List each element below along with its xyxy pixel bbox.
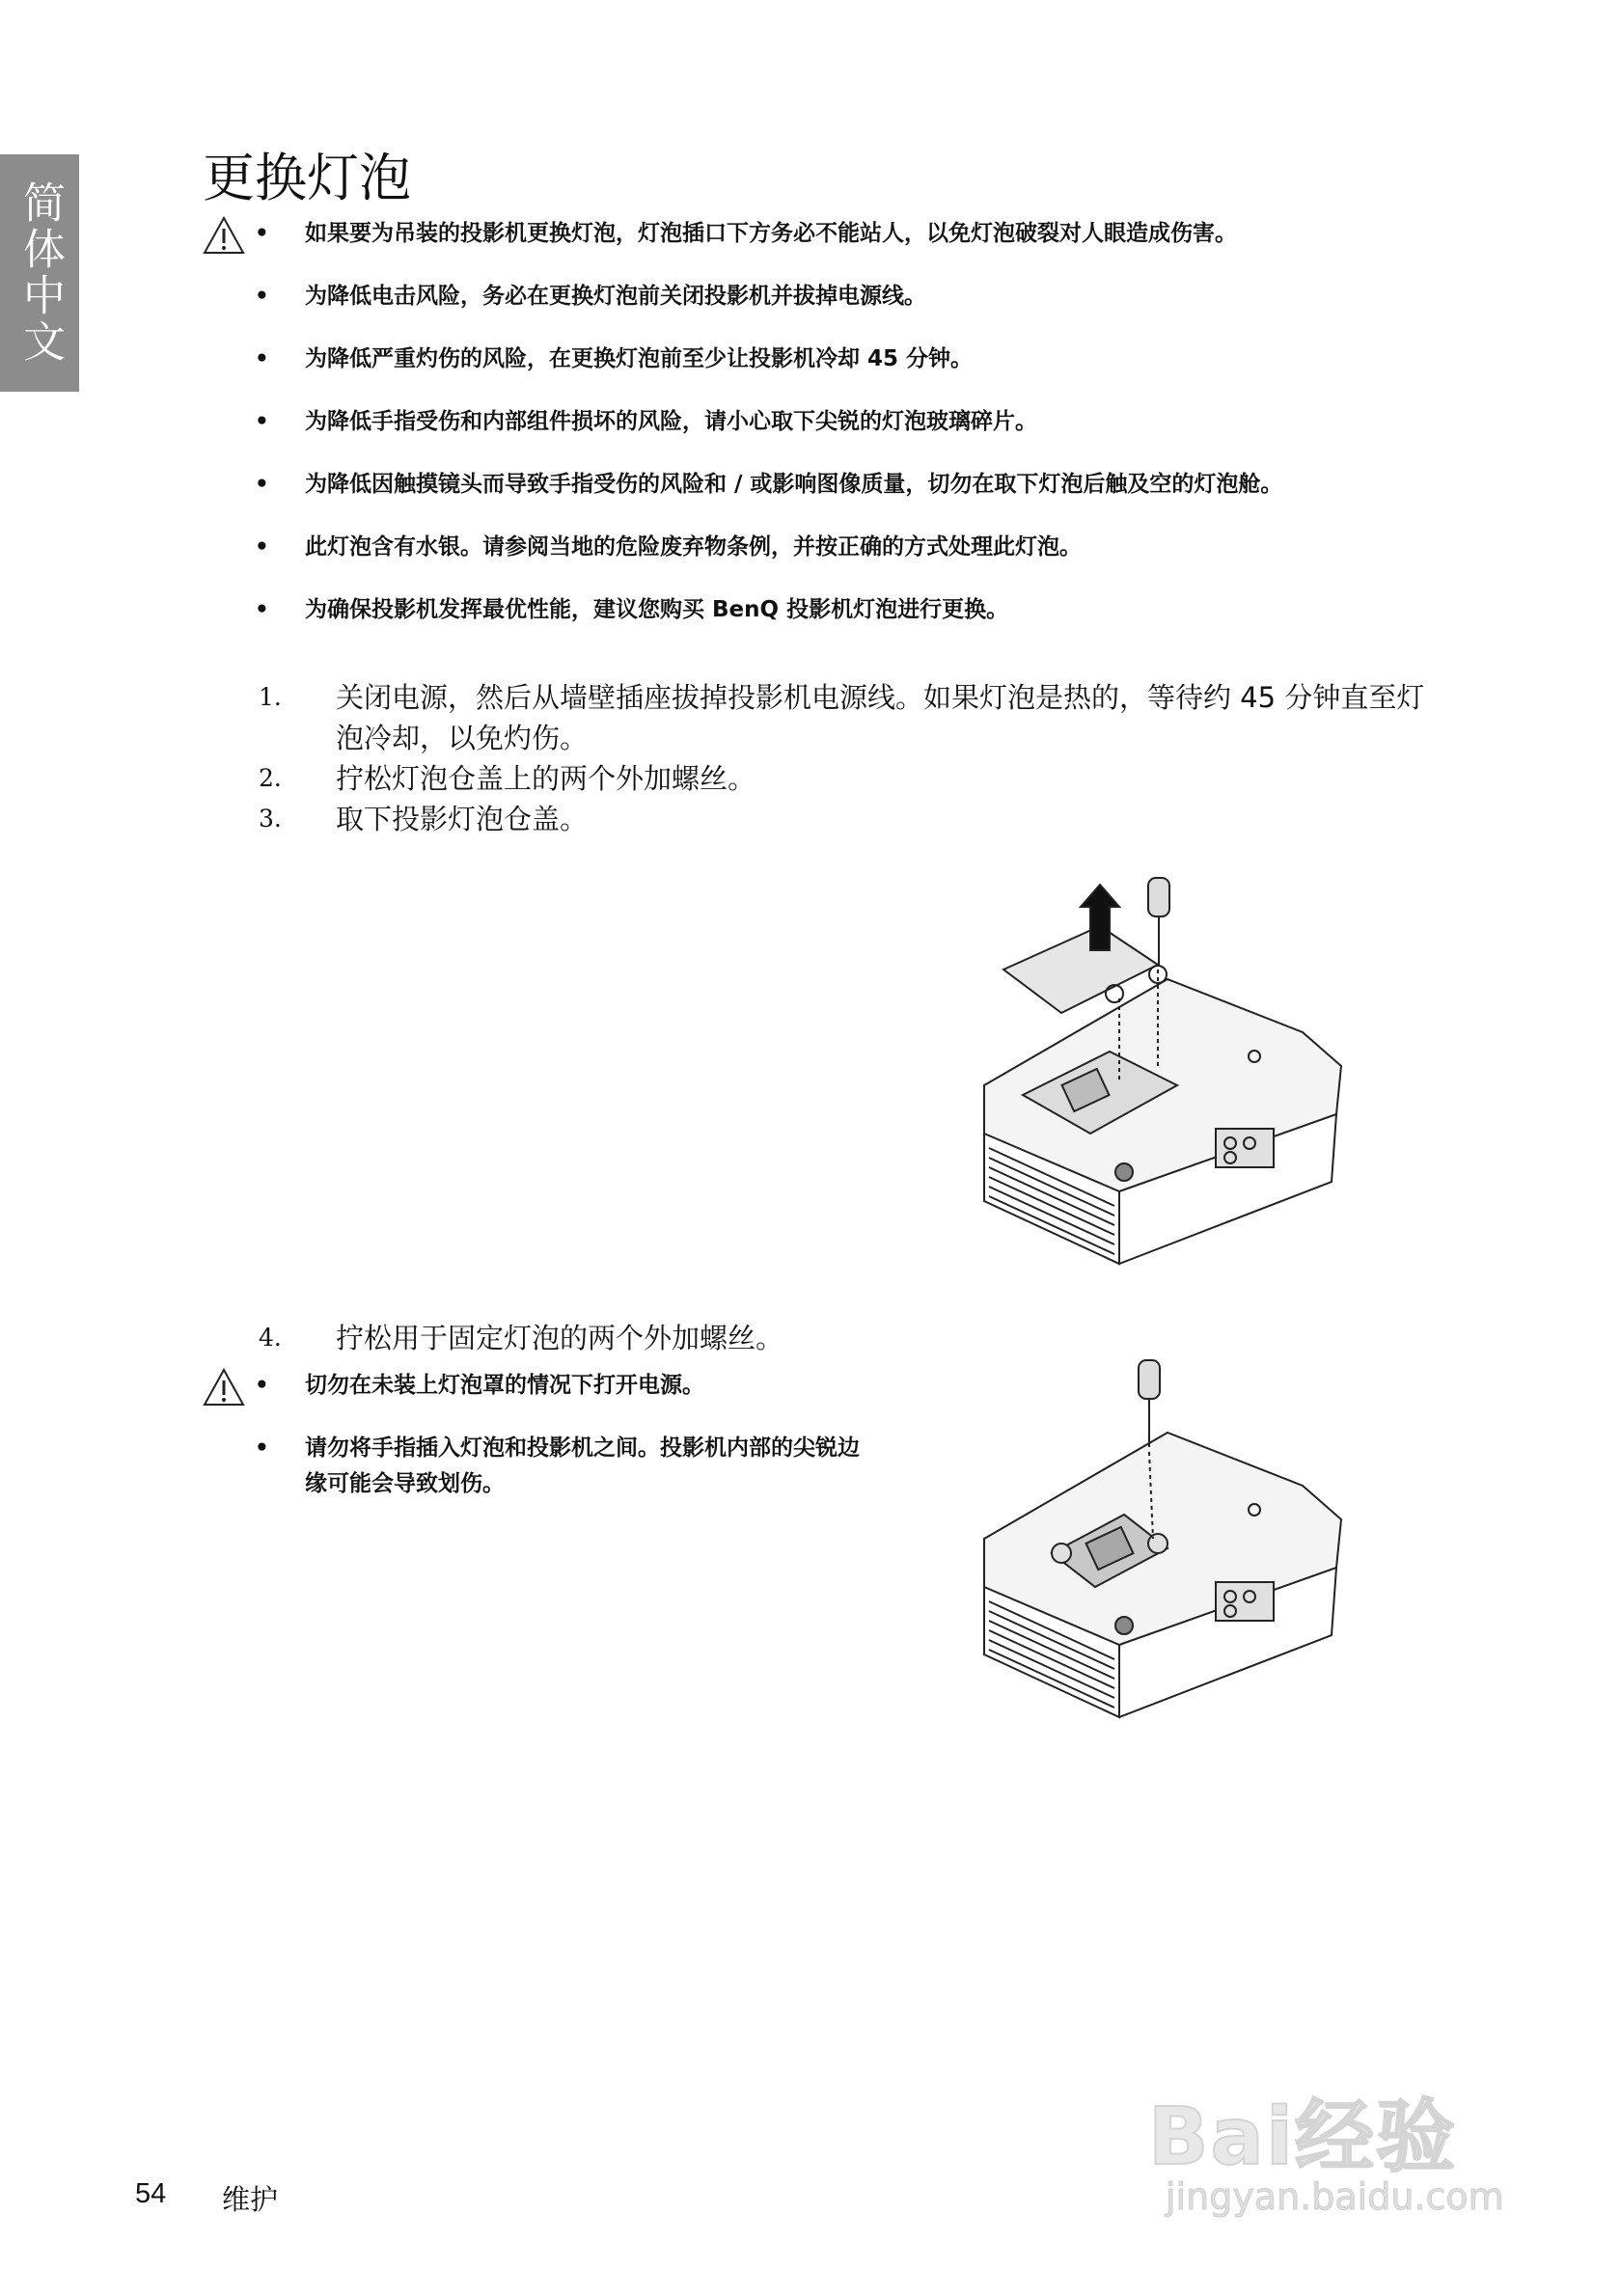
- step-item: 3. 取下投影灯泡仓盖。: [259, 803, 589, 835]
- warning-item: • 为降低因触摸镜头而导致手指受伤的风险和 / 或影响图像质量，切勿在取下灯泡后触及空的灯泡舱。: [255, 472, 1283, 497]
- step-item: 1. 关闭电源，然后从墙壁插座拔掉投影机电源线。如果灯泡是热的，等待约 45 分钟直至灯泡冷却，以免灼伤。: [259, 681, 1425, 754]
- warning-list-1: [249, 216, 1474, 628]
- step-item: 4. 拧松用于固定灯泡的两个外加螺丝。: [259, 1322, 784, 1354]
- warning-item: • 为降低手指受伤和内部组件损坏的风险，请小心取下尖锐的灯泡玻璃碎片。: [255, 409, 1037, 434]
- warning-list-2: [249, 1368, 866, 1502]
- steps-list-2: [259, 1318, 1445, 1358]
- warning-item: • 如果要为吊装的投影机更换灯泡，灯泡插口下方务必不能站人，以免灯泡破裂对人眼造成伤害。: [255, 221, 1237, 246]
- watermark-url: jingyan.baidu.com: [1166, 2175, 1504, 2218]
- warning-item: • 请勿将手指插入灯泡和投影机之间。投影机内部的尖锐边缘可能会导致划伤。: [255, 1435, 860, 1496]
- lamp-screws-illustration: [965, 1355, 1360, 1732]
- steps-list-1: [259, 677, 1445, 839]
- language-tab-label: 简体中文: [15, 180, 65, 366]
- watermark-brand: Bai经验: [1148, 2091, 1457, 2183]
- step-item: 2. 拧松灯泡仓盖上的两个外加螺丝。: [259, 762, 756, 795]
- warning-icon: [203, 1368, 245, 1407]
- page-number: 54: [135, 2178, 167, 2209]
- warning-item: • 此灯泡含有水银。请参阅当地的危险废弃物条例，并按正确的方式处理此灯泡。: [255, 534, 1082, 560]
- section-name: 维护: [222, 2183, 279, 2216]
- lamp-cover-removal-illustration: [965, 873, 1360, 1278]
- language-tab: [0, 154, 79, 392]
- watermark: [1148, 2036, 1553, 2219]
- warning-icon: [203, 216, 245, 255]
- page-title: 更换灯泡: [203, 148, 411, 208]
- warning-item: • 为确保投影机发挥最优性能，建议您购买 BenQ 投影机灯泡进行更换。: [255, 597, 1009, 622]
- warning-item: • 为降低电击风险，务必在更换灯泡前关闭投影机并拔掉电源线。: [255, 284, 926, 309]
- warning-item: • 为降低严重灼伤的风险，在更换灯泡前至少让投影机冷却 45 分钟。: [255, 346, 974, 371]
- warning-item: • 切勿在未装上灯泡罩的情况下打开电源。: [255, 1373, 704, 1398]
